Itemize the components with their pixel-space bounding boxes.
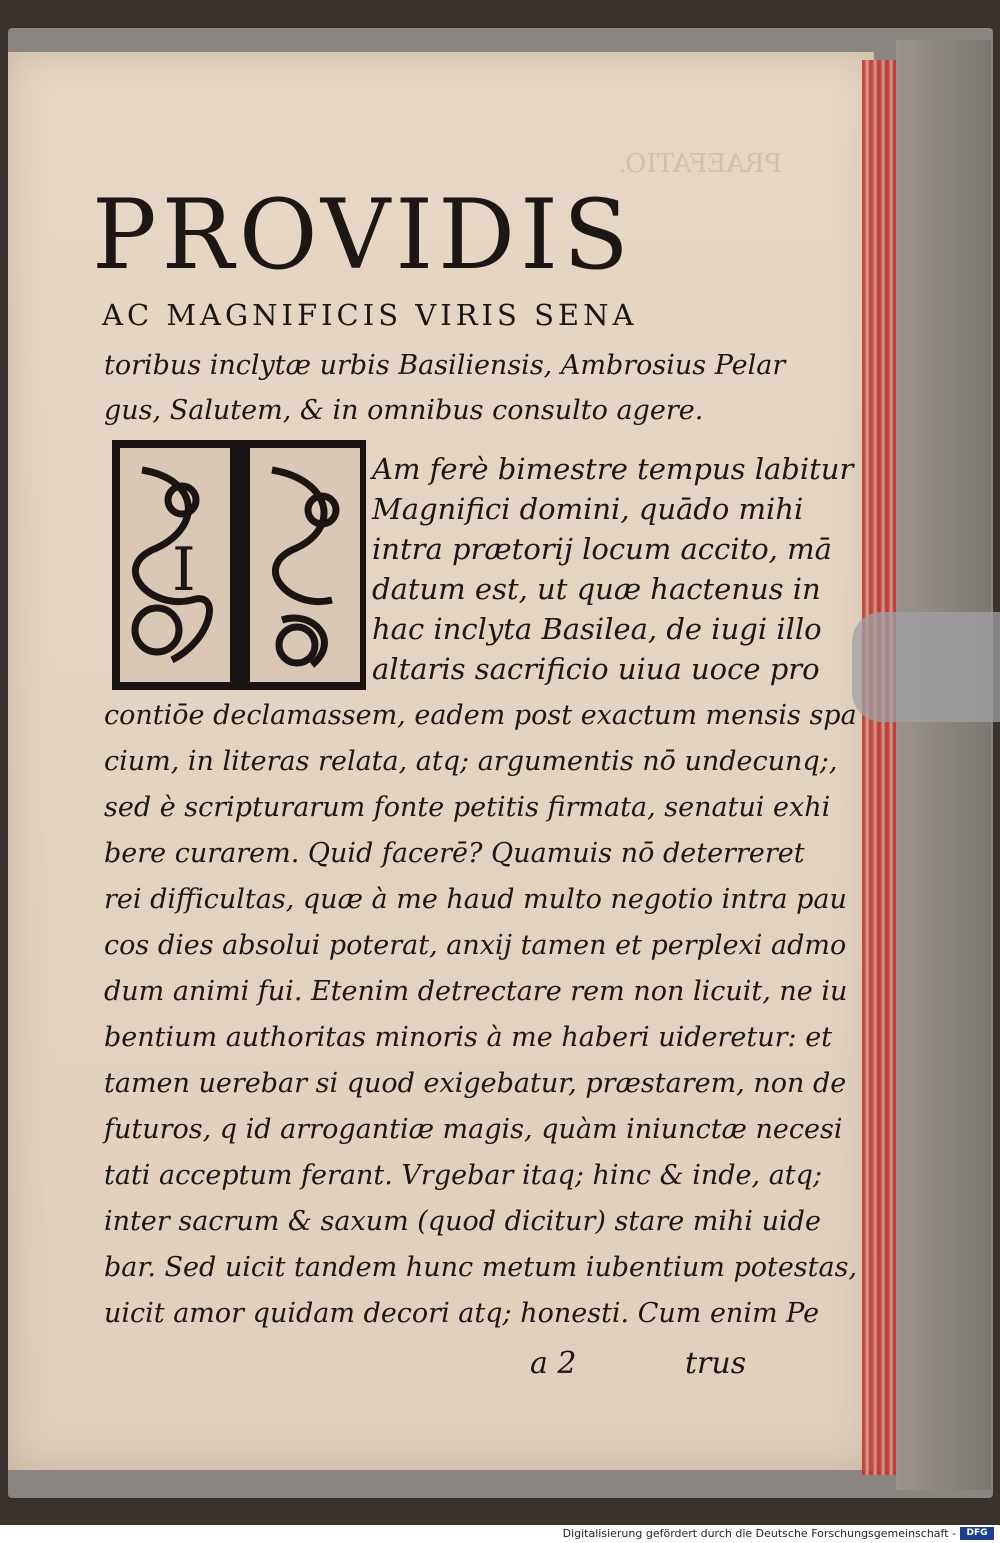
text-line: dum animi fui. Etenim detrectare rem non licuit, ne iu <box>104 976 848 1007</box>
footer-bar <box>0 1525 1000 1543</box>
footer-credit: Digitalisierung gefördert durch die Deutsche Forschungsgemeinschaft - <box>562 1527 956 1540</box>
text-line: hac inclyta Basilea, de iugi illo <box>372 612 822 646</box>
text-line: sed è scripturarum fonte petitis firmata, senatui exhi <box>104 792 831 823</box>
text-line: inter sacrum & saxum (quod dicitur) stare mihi uide <box>104 1206 821 1237</box>
title-line: gus, Salutem, & in omnibus consulto agere. <box>104 395 704 426</box>
bleed-through-text: PRAEFATIO. <box>618 149 782 179</box>
page-marker-tab <box>852 612 1000 722</box>
text-line: contiōe declamassem, eadem post exactum mensis spa <box>104 700 857 731</box>
text-line: bar. Sed uicit tandem hunc metum iubentium potestas, <box>104 1252 858 1283</box>
right-cover-board <box>896 40 991 1490</box>
text-line: cos dies absolui poterat, anxij tamen et perplexi admo <box>104 930 847 961</box>
text-line: cium, in literas relata, atq; argumentis nō undecunq;, <box>104 746 838 777</box>
title-line: toribus inclytæ urbis Basiliensis, Ambrosius Pelar <box>104 350 786 381</box>
drop-cap-letter: I <box>172 535 196 605</box>
text-line: intra prætorij locum accito, mā <box>372 532 832 566</box>
decorated-initial <box>112 440 366 690</box>
red-page-edges <box>862 60 896 1475</box>
signature-mark: a 2 <box>530 1346 577 1381</box>
catchword: trus <box>685 1346 747 1381</box>
text-line: Am ferè bimestre tempus labitur <box>372 452 854 486</box>
text-line: rei difficultas, quæ à me haud multo negotio intra pau <box>104 884 847 915</box>
text-line: datum est, ut quæ hactenus in <box>372 572 821 606</box>
text-line: bentium authoritas minoris à me haberi uideretur: et <box>104 1022 833 1053</box>
text-line: uicit amor quidam decori atq; honesti. Cum enim Pe <box>104 1298 820 1329</box>
text-line: tati acceptum ferant. Vrgebar itaq; hinc & inde, atq; <box>104 1160 823 1191</box>
text-line: Magnifici domini, quādo mihi <box>372 492 804 526</box>
page-title: PROVIDIS <box>92 179 634 291</box>
dfg-logo-icon: DFG <box>960 1527 994 1540</box>
ornament-initial-icon <box>112 440 366 690</box>
text-line: futuros, q id arrogantiæ magis, quàm iniunctæ necesi <box>104 1114 843 1145</box>
text-line: bere curarem. Quid facerē? Quamuis nō deterreret <box>104 838 805 869</box>
page-subtitle: AC MAGNIFICIS VIRIS SENA <box>102 298 638 332</box>
text-line: tamen uerebar si quod exigebatur, præstarem, non de <box>104 1068 847 1099</box>
text-line: altaris sacrificio uiua uoce pro <box>372 652 820 686</box>
